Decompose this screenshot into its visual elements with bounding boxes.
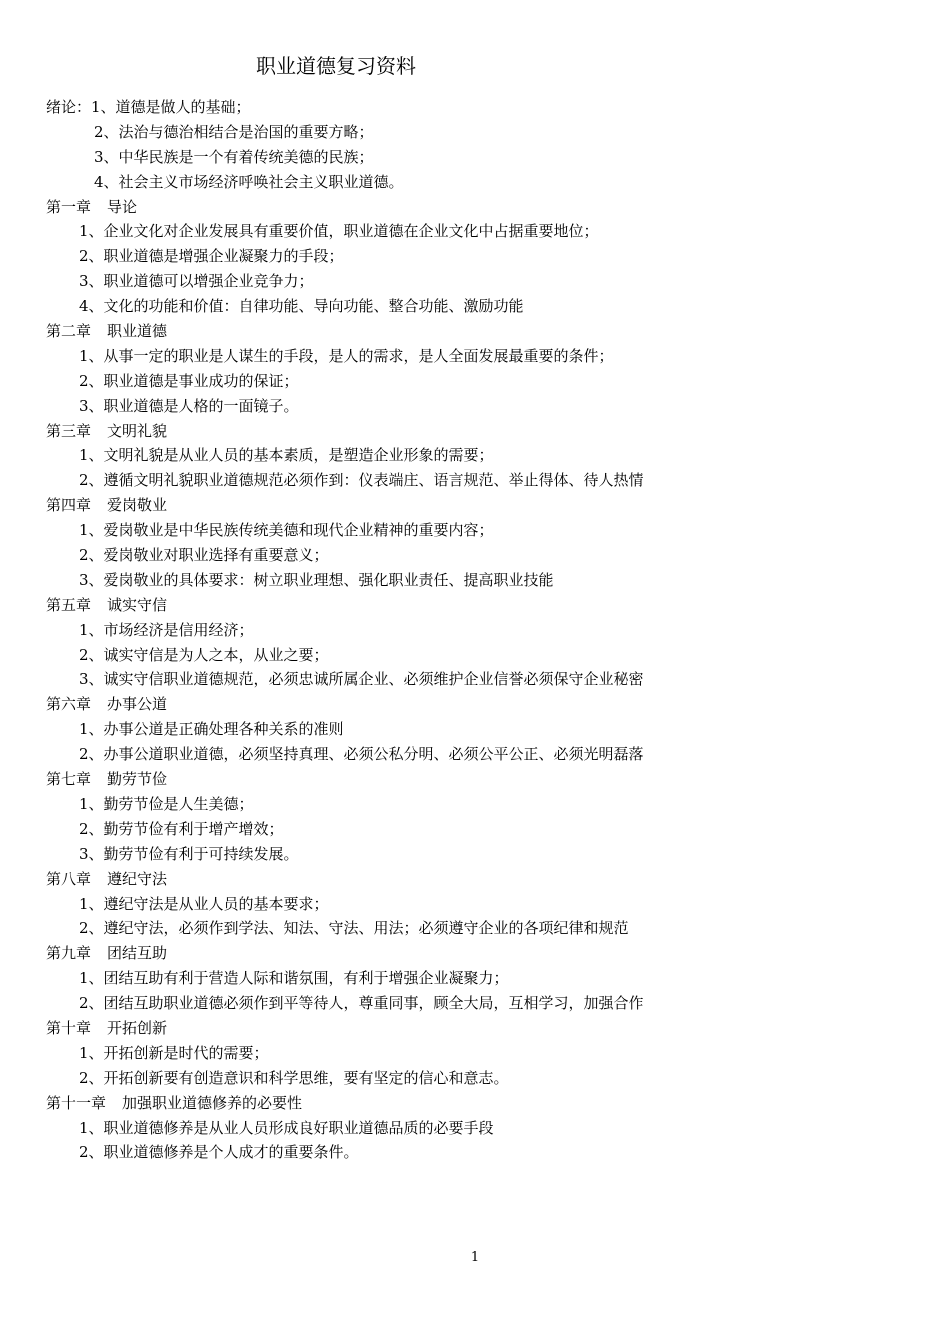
chapter-number: 第十章 <box>46 1018 92 1037</box>
chapter-number: 第一章 <box>46 197 92 216</box>
intro-line <box>46 95 926 120</box>
chapter-name: 文明礼貌 <box>107 421 168 440</box>
chapter-number: 第二章 <box>46 322 92 341</box>
chapter-heading <box>46 1016 926 1041</box>
page-number: 1 <box>470 1250 480 1265</box>
chapter-name: 职业道德 <box>107 322 168 341</box>
list-item: 4、社会主义市场经济呼唤社会主义职业道德。 <box>94 172 404 191</box>
list-item: 1、勤劳节俭是人生美德； <box>79 794 254 813</box>
list-item: 3、诚实守信职业道德规范，必须忠诚所属企业、必须维护企业信誉必须保守企业秘密 <box>79 670 644 689</box>
chapter-heading <box>46 941 926 966</box>
chapter-heading <box>46 493 926 518</box>
list-item: 1、团结互助有利于营造人际和谐氛围，有利于增强企业凝聚力； <box>79 969 509 988</box>
chapter-name: 导论 <box>107 197 138 216</box>
chapter-heading <box>46 692 926 717</box>
chapter-number: 第九章 <box>46 944 92 963</box>
chapter-name: 团结互助 <box>107 944 168 963</box>
chapter-heading <box>46 867 926 892</box>
chapter-number: 第十一章 <box>46 1093 107 1112</box>
list-item: 3、爱岗敬业的具体要求：树立职业理想、强化职业责任、提高职业技能 <box>79 570 554 589</box>
list-item: 2、遵循文明礼貌职业道德规范必须作到：仪表端庄、语言规范、举止得体、待人热情 <box>79 471 644 490</box>
chapter-heading <box>46 767 926 792</box>
chapter-name: 加强职业道德修养的必要性 <box>122 1093 303 1112</box>
chapter-heading <box>46 593 926 618</box>
chapter-number: 第四章 <box>46 496 92 515</box>
list-item: 2、办事公道职业道德，必须坚持真理、必须公私分明、必须公平公正、必须光明磊落 <box>79 745 644 764</box>
chapter-number: 第六章 <box>46 695 92 714</box>
list-item: 1、遵纪守法是从业人员的基本要求； <box>79 894 329 913</box>
page-title: 职业道德复习资料 <box>256 54 416 78</box>
list-item: 4、文化的功能和价值：自律功能、导向功能、整合功能、激励功能 <box>79 297 524 316</box>
list-item: 2、诚实守信是为人之本，从业之要； <box>79 645 329 664</box>
list-item: 1、企业文化对企业发展具有重要价值，职业道德在企业文化中占据重要地位； <box>79 222 599 241</box>
list-item: 2、开拓创新要有创造意识和科学思维，要有坚定的信心和意志。 <box>79 1068 509 1087</box>
list-item: 3、职业道德是人格的一面镜子。 <box>79 396 299 415</box>
chapter-name: 遵纪守法 <box>107 869 168 888</box>
list-item: 1、文明礼貌是从业人员的基本素质，是塑造企业形象的需要； <box>79 446 494 465</box>
document-body <box>46 95 926 1165</box>
list-item: 2、团结互助职业道德必须作到平等待人，尊重同事，顾全大局，互相学习，加强合作 <box>79 994 644 1013</box>
list-item: 2、职业道德是增强企业凝聚力的手段； <box>79 247 344 266</box>
chapter-name: 诚实守信 <box>107 595 168 614</box>
chapter-heading <box>46 419 926 444</box>
list-item: 1、办事公道是正确处理各种关系的准则 <box>79 720 344 739</box>
chapter-number: 第五章 <box>46 595 92 614</box>
chapter-heading <box>46 319 926 344</box>
chapter-heading <box>46 195 926 220</box>
list-item: 2、职业道德是事业成功的保证； <box>79 371 299 390</box>
intro-label: 绪论： <box>46 98 92 116</box>
list-item: 3、中华民族是一个有着传统美德的民族； <box>94 147 374 166</box>
list-item: 2、法治与德治相结合是治国的重要方略； <box>94 122 374 141</box>
list-item: 2、爱岗敬业对职业选择有重要意义； <box>79 546 329 565</box>
list-item: 1、职业道德修养是从业人员形成良好职业道德品质的必要手段 <box>79 1118 494 1137</box>
list-item: 1、从事一定的职业是人谋生的手段，是人的需求，是人全面发展最重要的条件； <box>79 346 614 365</box>
list-item: 2、勤劳节俭有利于增产增效； <box>79 819 284 838</box>
list-item: 1、爱岗敬业是中华民族传统美德和现代企业精神的重要内容； <box>79 521 494 540</box>
chapter-heading <box>46 1091 926 1116</box>
chapter-name: 办事公道 <box>107 695 168 714</box>
chapter-name: 勤劳节俭 <box>107 770 168 789</box>
list-item: 1、道德是做人的基础； <box>91 98 251 116</box>
list-item: 3、勤劳节俭有利于可持续发展。 <box>79 844 299 863</box>
chapter-number: 第七章 <box>46 770 92 789</box>
list-item: 2、遵纪守法，必须作到学法、知法、守法、用法；必须遵守企业的各项纪律和规范 <box>79 919 629 938</box>
list-item: 2、职业道德修养是个人成才的重要条件。 <box>79 1143 359 1162</box>
chapter-number: 第八章 <box>46 869 92 888</box>
list-item: 1、市场经济是信用经济； <box>79 620 254 639</box>
chapter-name: 开拓创新 <box>107 1018 168 1037</box>
list-item: 3、职业道德可以增强企业竞争力； <box>79 272 314 291</box>
chapter-number: 第三章 <box>46 421 92 440</box>
list-item: 1、开拓创新是时代的需要； <box>79 1043 269 1062</box>
chapter-name: 爱岗敬业 <box>107 496 168 515</box>
